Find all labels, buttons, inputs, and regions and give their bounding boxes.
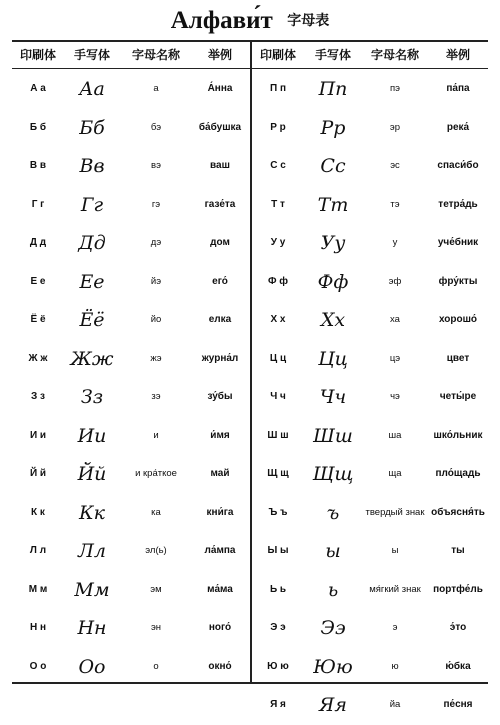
table-row	[12, 532, 248, 571]
letter-script: Жж	[70, 347, 114, 370]
letter-name: у	[392, 237, 398, 248]
letter-script: Ёё	[79, 309, 105, 331]
letter-name: эл(ь)	[145, 545, 167, 556]
letter-print: К к	[31, 506, 45, 518]
letter-print: М м	[28, 583, 48, 595]
letter-name: эм	[150, 583, 162, 595]
header-print: 印刷体	[259, 48, 296, 62]
letter-name: эр	[389, 121, 401, 133]
title-chinese: 字母表	[287, 12, 330, 28]
header-print: 印刷体	[19, 48, 56, 62]
table-row	[12, 455, 248, 494]
letter-print: Т т	[271, 198, 285, 210]
table-row	[12, 609, 248, 648]
table-row	[252, 494, 488, 533]
letter-name: жэ	[150, 352, 162, 364]
letter-script: Цц	[318, 347, 348, 370]
letter-example: ю́бка	[445, 660, 471, 672]
letter-print: Я я	[270, 699, 286, 710]
letter-script: Аа	[79, 78, 105, 100]
letter-script: ь	[327, 578, 339, 601]
letter-name: и	[153, 429, 159, 441]
left-half	[12, 42, 248, 682]
table-row	[252, 109, 488, 148]
letter-name: вэ	[151, 160, 161, 171]
letter-name: твердый знак	[365, 506, 425, 518]
table-row	[12, 417, 248, 456]
table-row	[252, 532, 488, 571]
header-script: 手写体	[314, 48, 351, 62]
letter-name: йэ	[150, 275, 162, 287]
letter-script: ъ	[326, 501, 340, 524]
letter-example: дом	[210, 237, 230, 248]
letter-example: шко́льник	[433, 429, 483, 441]
letter-example: уче́бник	[437, 237, 479, 248]
table-row	[252, 417, 488, 456]
letter-name: йо	[150, 314, 162, 325]
letter-example: река́	[446, 121, 470, 133]
letter-name: ю	[391, 660, 399, 672]
letter-example: А́нна	[207, 83, 233, 94]
letter-example: и́мя	[210, 429, 230, 441]
letter-script: Фф	[317, 270, 349, 293]
table-row	[12, 378, 248, 417]
table-row	[12, 648, 248, 687]
letter-print: Ш ш	[267, 429, 289, 441]
table-row	[252, 263, 488, 302]
table-row	[252, 378, 488, 417]
letter-script: Лл	[78, 540, 106, 562]
header-name: 字母名称	[370, 48, 419, 62]
letter-name: дэ	[150, 237, 162, 248]
table-row	[252, 70, 488, 109]
letter-script: Сс	[320, 155, 346, 177]
letter-example: фру́кты	[438, 275, 478, 287]
letter-script: Ии	[77, 424, 107, 447]
letter-example: па́па	[446, 83, 470, 94]
table-row	[252, 186, 488, 225]
letter-name: зэ	[151, 391, 161, 402]
letter-print: Л л	[29, 545, 47, 556]
letter-script: Вв	[79, 155, 105, 177]
letter-print: Ж ж	[28, 352, 48, 364]
left-rows	[12, 70, 248, 686]
letter-print: О о	[29, 660, 47, 672]
table-row	[12, 70, 248, 109]
letter-name: цэ	[389, 352, 401, 364]
letter-example: портфе́ль	[433, 583, 483, 595]
letter-name: о	[153, 660, 159, 672]
letter-script: Яя	[319, 694, 347, 716]
table-row	[252, 455, 488, 494]
table-row	[12, 147, 248, 186]
letter-print: Б б	[29, 121, 47, 133]
letter-script: Кк	[78, 501, 106, 524]
letter-script: Ее	[79, 270, 105, 293]
letter-print: Г г	[31, 198, 45, 210]
letter-example: ты	[451, 545, 465, 556]
letter-print: Ф ф	[267, 275, 289, 287]
letter-example: э́то	[449, 622, 467, 633]
letter-print: Р р	[270, 121, 286, 133]
letter-example: ба́бушка	[198, 121, 242, 133]
letter-script: Гг	[80, 193, 104, 216]
letter-script: Рр	[320, 116, 346, 139]
letter-name: а	[153, 83, 159, 94]
letter-script: Уу	[320, 232, 346, 254]
letter-script: Юю	[313, 655, 353, 678]
letter-script: Хх	[320, 309, 346, 331]
letter-name: мя́гкий знак	[369, 583, 421, 595]
header-script: 手写体	[73, 48, 110, 62]
letter-script: Бб	[79, 116, 105, 139]
letter-example: четы́ре	[439, 391, 477, 402]
letter-print: Э э	[270, 622, 286, 633]
letter-example: объясня́ть	[431, 506, 485, 518]
table-row	[252, 147, 488, 186]
letter-print: А а	[30, 83, 46, 94]
letter-example: его́	[212, 275, 228, 287]
letter-example: окно́	[208, 660, 232, 672]
table-row	[12, 301, 248, 340]
page-title	[0, 4, 500, 38]
table-row	[252, 340, 488, 379]
letter-print: Ю ю	[267, 660, 289, 672]
letter-print: В в	[29, 160, 47, 171]
table-row	[12, 263, 248, 302]
letter-example: хорошо́	[438, 314, 478, 325]
letter-print: Х х	[270, 314, 286, 325]
letter-name: эф	[388, 275, 402, 287]
title-russian: Алфави́т	[170, 7, 273, 34]
letter-print: Щ щ	[267, 468, 289, 479]
letter-print: Ё ё	[30, 314, 46, 325]
letter-script: Мм	[74, 578, 110, 601]
letter-example: журна́л	[201, 352, 239, 364]
letter-script: Оо	[78, 655, 106, 678]
header-name: 字母名称	[131, 48, 180, 62]
letter-print: Ц ц	[269, 352, 287, 364]
letter-example: ла́мпа	[204, 545, 236, 556]
letter-script: Нн	[77, 617, 107, 639]
table-row	[252, 648, 488, 687]
letter-example: ваш	[210, 160, 230, 171]
table-row	[12, 340, 248, 379]
letter-name: эс	[390, 160, 400, 171]
letter-script: Дд	[78, 232, 106, 254]
letter-print: У у	[270, 237, 286, 248]
table-row	[252, 686, 488, 725]
letter-name: гэ	[151, 198, 161, 210]
letter-print: Н н	[29, 622, 47, 633]
letter-script: Шш	[313, 424, 353, 447]
letter-script: Щщ	[312, 463, 354, 485]
letter-script: Ээ	[320, 617, 346, 639]
letter-name: ы	[391, 545, 399, 556]
letter-print: Й й	[29, 468, 47, 479]
letter-print: П п	[269, 83, 286, 94]
table-row	[12, 571, 248, 610]
table-row	[252, 609, 488, 648]
letter-name: ща	[388, 468, 402, 479]
letter-script: ы	[325, 540, 341, 562]
letter-example: ного́	[208, 622, 232, 633]
letter-example: кни́га	[206, 506, 234, 518]
letter-example: май	[210, 468, 230, 479]
table-row	[12, 494, 248, 533]
letter-example: пе́сня	[443, 699, 473, 710]
table-row	[12, 109, 248, 148]
right-rows	[252, 70, 488, 725]
table-row	[252, 301, 488, 340]
letter-example: пло́щадь	[435, 468, 481, 479]
letter-example: цвет	[446, 352, 470, 364]
letter-name: йа	[389, 699, 401, 710]
letter-example: тетра́дь	[438, 198, 478, 210]
right-half	[252, 42, 488, 716]
letter-print: С с	[270, 160, 286, 171]
letter-example: ма́ма	[207, 583, 233, 595]
table-row	[12, 224, 248, 263]
letter-script: Йй	[77, 463, 107, 485]
letter-example: спаси́бо	[437, 160, 479, 171]
letter-script: Пп	[318, 78, 348, 100]
header-example: 举例	[207, 48, 232, 62]
table-row	[252, 224, 488, 263]
letter-print: Ь ь	[269, 583, 287, 595]
table-row	[252, 571, 488, 610]
letter-name: и кра́ткое	[135, 468, 177, 479]
alphabet-table	[12, 40, 488, 716]
letter-print: Ъ ъ	[268, 506, 288, 518]
letter-name: пэ	[390, 83, 400, 94]
letter-name: ша	[388, 429, 402, 441]
letter-name: ха	[390, 314, 400, 325]
letter-name: ка	[151, 506, 161, 518]
letter-example: елка	[208, 314, 232, 325]
letter-print: Ч ч	[270, 391, 286, 402]
letter-print: И и	[29, 429, 47, 441]
letter-name: бэ	[150, 121, 162, 133]
letter-name: эн	[150, 622, 162, 633]
header-example: 举例	[445, 48, 470, 62]
letter-name: тэ	[390, 198, 400, 210]
letter-example: газе́та	[204, 198, 236, 210]
letter-name: чэ	[390, 391, 400, 402]
letter-print: Ы ы	[267, 545, 289, 556]
letter-print: З з	[30, 391, 45, 402]
table-row	[12, 186, 248, 225]
letter-example: зу́бы	[207, 391, 233, 402]
letter-print: Е е	[30, 275, 46, 287]
letter-script: Чч	[319, 386, 347, 408]
letter-script: Тт	[317, 193, 349, 216]
letter-script: Зз	[80, 386, 104, 408]
letter-name: э	[392, 622, 398, 633]
letter-print: Д д	[29, 237, 47, 248]
